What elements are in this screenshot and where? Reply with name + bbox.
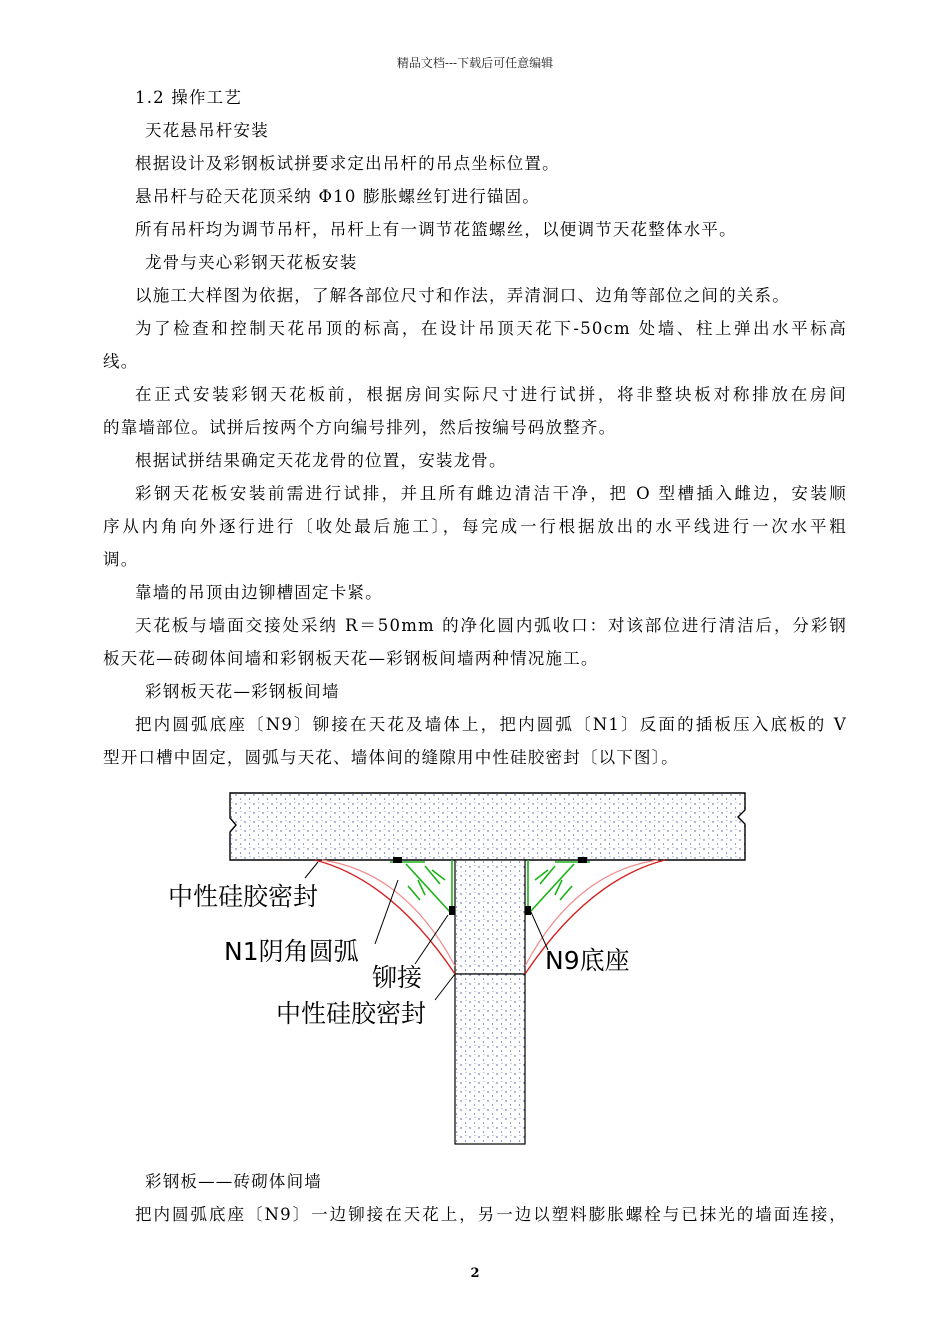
- label-sealant-bottom: 中性硅胶密封: [276, 999, 427, 1028]
- paragraph-line: 把内圆弧底座〔N9〕一边铆接在天花上，另一边以塑料膨胀螺栓与已抹光的墙面连接，: [135, 1205, 847, 1224]
- leader-rivet: [415, 915, 448, 964]
- n1-arc-right-outer: [525, 860, 665, 974]
- label-rivet: 铆接: [372, 963, 423, 992]
- paragraph-line: 根据试拼结果确定天花龙骨的位置，安装龙骨。: [135, 451, 507, 470]
- leader-n9-base: [531, 912, 548, 950]
- paragraph-line: 为了检查和控制天花吊顶的标高，在设计吊顶天花下-50cm 处墙、柱上弹出水平标高: [135, 319, 847, 338]
- paragraph-line: 型开口槽中固定，圆弧与天花、墙体间的缝隙用中性硅胶密封〔以下图〕。: [103, 748, 679, 767]
- wall-upper: [455, 860, 525, 974]
- wall-lower: [455, 974, 525, 1144]
- paragraph-line: 所有吊杆均为调节吊杆，吊杆上有一调节花篮螺丝，以便调节天花整体水平。: [135, 220, 737, 239]
- n1-arc-left-outer: [315, 860, 455, 974]
- n9-base-left: [390, 860, 452, 915]
- paragraph-line: 彩钢天花板安装前需进行试排，并且所有雌边清洁干净，把 O 型槽插入雌边，安装顺: [135, 484, 847, 503]
- paragraph-line: 靠墙的吊顶由边铆槽固定卡紧。: [135, 583, 383, 602]
- paragraph-line: 根据设计及彩钢板试拼要求定出吊杆的吊点坐标位置。: [135, 154, 560, 173]
- label-sealant-top: 中性硅胶密封: [168, 882, 319, 911]
- n9-base-right: [528, 860, 590, 915]
- leader-n1-arc: [375, 880, 398, 944]
- rivet-marks: [393, 857, 587, 915]
- leader-sealant-top: [305, 862, 318, 878]
- paragraph-line: 板天花—砖砌体间墙和彩钢板天花—彩钢板间墙两种情况施工。: [103, 649, 599, 668]
- paragraph-line: 把内圆弧底座〔N9〕铆接在天花及墙体上，把内圆弧〔N1〕反面的插板压入底板的 V: [135, 715, 847, 734]
- page-header: 精品文档---下载后可任意编辑: [396, 56, 554, 70]
- paragraph-line: 线。: [103, 352, 139, 371]
- paragraph-line: 悬吊杆与砼天花顶采纳 Φ10 膨胀螺丝钉进行锚固。: [135, 187, 541, 206]
- subheading-hanger: 天花悬吊杆安装: [145, 121, 269, 140]
- n1-arc-left-inner: [322, 860, 455, 966]
- subheading-keel: 龙骨与夹心彩钢天花板安装: [145, 253, 358, 272]
- n1-arc-right-inner: [525, 860, 658, 966]
- paragraph-line: 以施工大样图为依据，了解各部位尺寸和作法，弄清洞口、边角等部位之间的关系。: [135, 286, 790, 305]
- page-number: 2: [470, 1266, 480, 1281]
- label-n1-arc: N1阴角圆弧: [224, 937, 359, 966]
- label-n9-base: N9底座: [545, 946, 630, 975]
- paragraph-line: 调。: [103, 550, 139, 569]
- section-heading: 1.2 操作工艺: [135, 88, 243, 107]
- subheading-steel-steel: 彩钢板天花—彩钢板间墙: [145, 682, 340, 701]
- paragraph-line: 的靠墙部位。试拼后按两个方向编号排列，然后按编号码放整齐。: [103, 418, 617, 437]
- paragraph-line: 天花板与墙面交接处采纳 R＝50mm 的净化圆内弧收口：对该部位进行清洁后，分彩钢: [135, 616, 847, 635]
- paragraph-line: 在正式安装彩钢天花板前，根据房间实际尺寸进行试拼，将非整块板对称排放在房间: [135, 385, 847, 404]
- leader-sealant-bottom: [435, 974, 455, 1000]
- subheading-steel-brick: 彩钢板——砖砌体间墙: [145, 1172, 322, 1191]
- paragraph-line: 序从内角向外逐行进行〔收处最后施工〕，每完成一行根据放出的水平线进行一次水平粗: [103, 517, 847, 536]
- ceiling-slab: [230, 793, 745, 860]
